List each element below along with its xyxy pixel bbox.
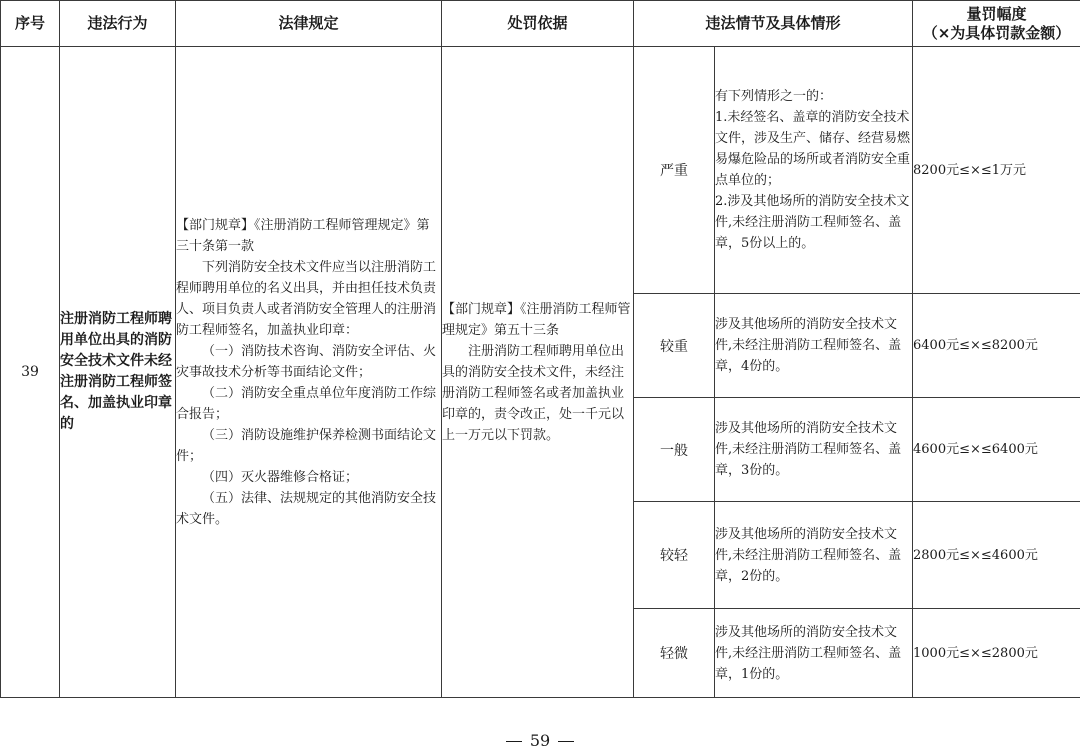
law-body: 下列消防安全技术文件应当以注册消防工程师聘用单位的名义出具，并由担任技术负责人、项目负责人或者消防安全管理人的注册消防工程师签名，加盖执业印章： [176, 259, 437, 338]
page-footer [0, 731, 1080, 750]
level-label: 较重 [634, 294, 715, 398]
penalty-amount: 4600元≤×≤6400元 [913, 398, 1080, 502]
basis-body: 注册消防工程师聘用单位出具的消防安全技术文件，未经注册消防工程师签名或者加盖执业印章的，责令改正，处一千元以上一万元以下罚款。 [442, 343, 625, 443]
footer-dash-right [558, 741, 574, 742]
level-description: 涉及其他场所的消防安全技术文件,未经注册消防工程师签名、盖章，3份的。 [715, 398, 913, 502]
header-no: 序号 [1, 1, 60, 47]
level-label: 轻微 [634, 609, 715, 698]
level-description: 涉及其他场所的消防安全技术文件,未经注册消防工程师签名、盖章，1份的。 [715, 609, 913, 698]
penalty-amount: 2800元≤×≤4600元 [913, 502, 1080, 609]
law-item-5: （五）法律、法规规定的其他消防安全技术文件。 [176, 490, 437, 527]
violation-act: 注册消防工程师聘用单位出具的消防安全技术文件未经注册消防工程师签名、加盖执业印章的 [60, 47, 176, 698]
basis-title: 【部门规章】《注册消防工程师管理规定》第五十三条 [442, 301, 631, 338]
page-number: 59 [529, 731, 551, 750]
law-item-4: （四）灭火器维修合格证； [202, 469, 359, 485]
table-row [1, 47, 1080, 294]
penalty-amount: 8200元≤×≤1万元 [913, 47, 1080, 294]
desc-line: 1.未经签名、盖章的消防安全技术文件，涉及生产、储存、经营易燃易爆危险品的场所或者消防安全重点单位的； [715, 110, 911, 188]
footer-dash-left [506, 741, 522, 742]
legal-provision [176, 47, 442, 698]
header-detail: 违法情节及具体情形 [634, 1, 913, 47]
header-law: 法律规定 [176, 1, 442, 47]
level-label: 较轻 [634, 502, 715, 609]
law-item-3: （三）消防设施维护保养检测书面结论文件； [176, 427, 437, 464]
level-description [715, 47, 913, 294]
desc-line: 2.涉及其他场所的消防安全技术文件,未经注册消防工程师签名、盖章，5份以上的。 [715, 194, 910, 251]
law-item-1: （一）消防技术咨询、消防安全评估、火灾事故技术分析等书面结论文件； [176, 343, 437, 380]
desc-line: 有下列情形之一的： [715, 89, 833, 104]
law-item-2: （二）消防安全重点单位年度消防工作综合报告； [176, 385, 437, 422]
header-act: 违法行为 [60, 1, 176, 47]
header-penalty-subtitle: （×为具体罚款金额） [922, 23, 1071, 42]
level-label: 严重 [634, 47, 715, 294]
header-basis: 处罚依据 [442, 1, 634, 47]
row-number: 39 [1, 47, 60, 698]
header-row [1, 1, 1080, 47]
penalty-amount: 6400元≤×≤8200元 [913, 294, 1080, 398]
header-penalty [913, 1, 1080, 47]
penalty-basis [442, 47, 634, 698]
level-label: 一般 [634, 398, 715, 502]
law-title: 【部门规章】《注册消防工程师管理规定》第三十条第一款 [176, 217, 430, 254]
penalty-amount: 1000元≤×≤2800元 [913, 609, 1080, 698]
header-penalty-title: 量罚幅度 [966, 4, 1027, 23]
level-description: 涉及其他场所的消防安全技术文件,未经注册消防工程师签名、盖章，2份的。 [715, 502, 913, 609]
level-description: 涉及其他场所的消防安全技术文件,未经注册消防工程师签名、盖章，4份的。 [715, 294, 913, 398]
